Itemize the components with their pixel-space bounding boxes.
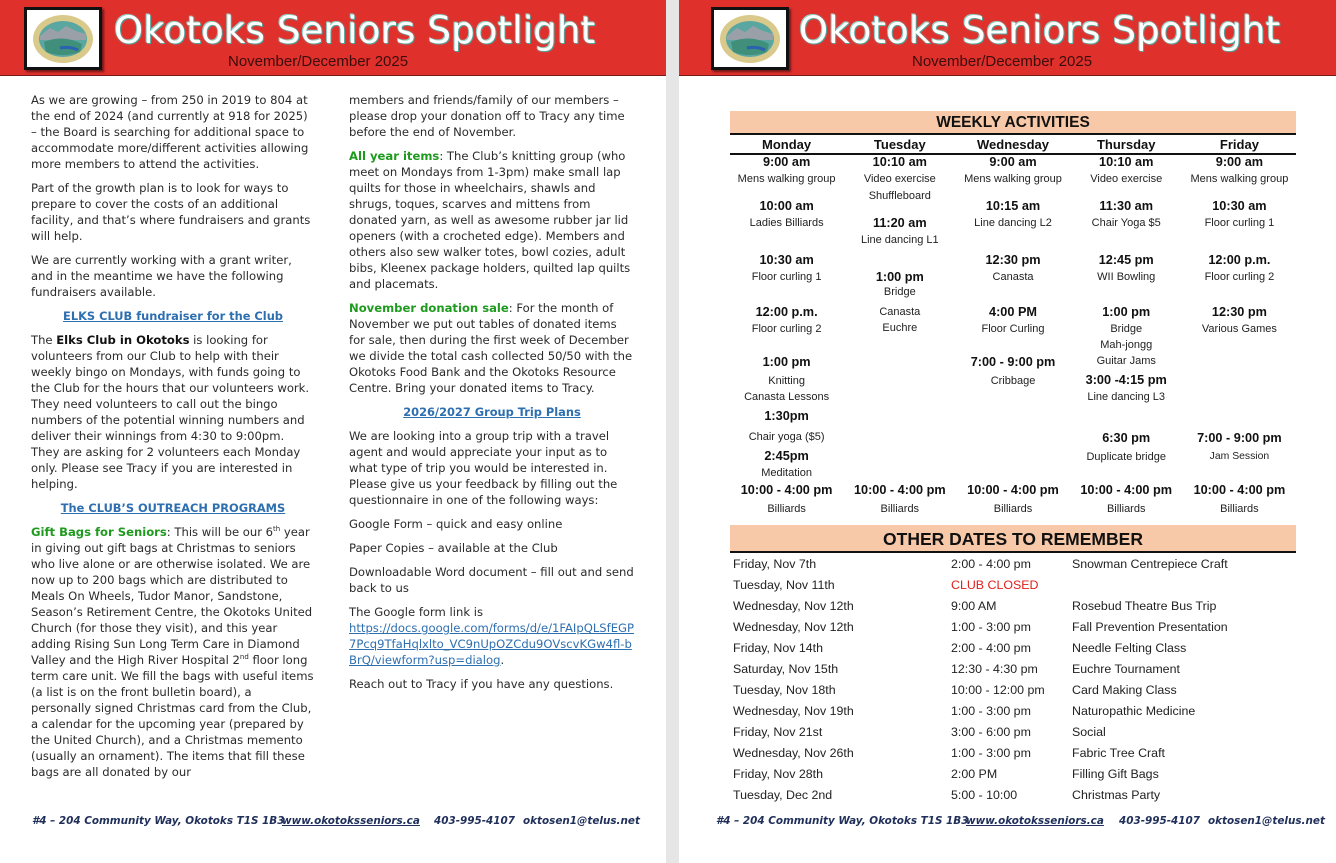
tuesday-column	[843, 155, 956, 525]
activity-time: 10:00 - 4:00 pm	[1080, 483, 1173, 497]
trip-paragraph: We are looking into a group trip with a travel agent and would appreciate your input as to what type of trip you would be interested in. Please give us your feedback by filling out the questionnaire in one of the following ways:	[349, 429, 618, 507]
gift-sup2: nd	[239, 653, 249, 662]
activity-time: 3:00 -4:15 pm	[1085, 373, 1167, 387]
elks-post: is looking for volunteers from our Club to help with their weekly bingo on Mondays, with funds going to the Club for the hours that our volunteers work. They need volunteers to call out the bingo numbers of the potential winning numbers and deliver their winnings from 4:30 to 9:00pm. They are asking for 2 volunteers each Monday only. Please see Tracy if you are interested in helping.	[31, 333, 310, 491]
date-row	[733, 557, 1296, 577]
activity-name: Floor curling 1	[751, 271, 822, 283]
event-date: Tuesday, Nov 11th	[733, 578, 835, 592]
club-logo	[711, 7, 789, 70]
issue-date: November/December 2025	[228, 53, 409, 70]
gift-bags-paragraph	[31, 524, 315, 780]
activity-name: Billiards	[767, 503, 806, 515]
activity-time: 7:00 - 9:00 pm	[1197, 431, 1282, 445]
monday-column	[730, 155, 843, 525]
activity-time: 1:30pm	[764, 409, 809, 423]
newsletter-page-1	[0, 0, 666, 863]
weekly-activities-heading: WEEKLY ACTIVITIES	[730, 111, 1296, 135]
event-name: Naturopathic Medicine	[1072, 704, 1196, 718]
gift-mid: year in giving out gift bags at Christmas to seniors who live alone or are otherwise isolated. We are now up to 200 bags which are distributed to Meals On Wheels, Tudor Manor, Sandstone, Season’s Retirement Centre, the Okotoks United Church (for those they visit), and this year adding Rising Sun Long Term Care in Diamond Valley and the High River Hospital 2	[31, 525, 313, 667]
event-date: Tuesday, Dec 2nd	[733, 788, 833, 802]
event-date: Friday, Nov 21st	[733, 725, 823, 739]
footer-phone: 403-995-4107	[1119, 815, 1200, 827]
activity-time: 1:00 pm	[762, 355, 811, 369]
form-end: .	[500, 653, 505, 667]
donation-sale-paragraph	[349, 300, 635, 396]
all-year-paragraph	[349, 148, 635, 292]
event-time: 9:00 AM	[951, 599, 997, 613]
activity-time: 10:00 - 4:00 pm	[1193, 483, 1286, 497]
event-time: 2:00 PM	[951, 767, 998, 781]
event-name: Fall Prevention Presentation	[1072, 620, 1228, 634]
way-paper-copies: Paper Copies – available at the Club	[349, 541, 558, 555]
event-name: Christmas Party	[1072, 788, 1161, 802]
activity-name: Line dancing L2	[974, 217, 1052, 229]
activity-name: Floor curling 1	[1204, 217, 1275, 229]
grant-writer-paragraph: We are currently working with a grant writer, and in the meantime we have the following fundraisers available.	[31, 253, 292, 299]
event-time: 1:00 - 3:00 pm	[951, 746, 1031, 760]
activity-name: Guitar Jams	[1096, 355, 1156, 367]
footer-website-link[interactable]: www.okotoksseniors.ca	[282, 815, 420, 827]
date-row	[733, 788, 1296, 808]
donation-sale-text: : For the month of November we put out tables of donated items for sale, then during the first week of December we divide the total cash collected 50/50 with the Okotoks Food Bank and the Okotoks Resource Centre. Bring your donated items to Tracy.	[349, 301, 633, 395]
newsletter-page-2	[679, 0, 1336, 863]
activity-name: Ladies Billiards	[749, 217, 824, 229]
day-header: Monday	[762, 137, 812, 152]
activity-time: 9:00 am	[762, 155, 811, 169]
event-time: 2:00 - 4:00 pm	[951, 557, 1031, 571]
activity-time: 11:30 am	[1099, 199, 1154, 213]
outreach-heading-link[interactable]: The CLUB’S OUTREACH PROGRAMS	[60, 501, 286, 515]
friday-column	[1183, 155, 1296, 525]
issue-date: November/December 2025	[912, 53, 1093, 70]
activity-time: 11:20 am	[872, 216, 927, 230]
gift-bags-label: Gift Bags for Seniors	[31, 525, 167, 539]
event-name: Euchre Tournament	[1072, 662, 1180, 676]
event-name: Social	[1072, 725, 1106, 739]
activity-name: Line dancing L3	[1087, 391, 1166, 403]
footer-website-link[interactable]: www.okotoksseniors.ca	[966, 815, 1104, 827]
activity-time: 10:00 am	[759, 199, 814, 213]
article-column-1	[31, 92, 315, 788]
club-logo-icon	[30, 12, 96, 66]
activity-name: Chair Yoga $5	[1091, 217, 1161, 229]
footer-address: #4 – 204 Community Way, Okotoks T1S 1B3	[716, 815, 969, 827]
date-row	[733, 746, 1296, 766]
activity-name: Meditation	[761, 467, 812, 479]
event-time: 3:00 - 6:00 pm	[951, 725, 1031, 739]
activity-time: 12:00 p.m.	[1208, 253, 1271, 267]
event-name: Needle Felting Class	[1072, 641, 1187, 655]
activity-name: Duplicate bridge	[1086, 451, 1166, 463]
event-name: Snowman Centrepiece Craft	[1072, 557, 1228, 571]
activity-time: 10:30 am	[759, 253, 814, 267]
google-form-link[interactable]: https://docs.google.com/forms/d/e/1FAIpQLSfEGP7Pcq9TfaHqlxlto_VC9nUpOZCdu9OVscvKGw4fl-bBrQ/viewform?usp=dialog	[349, 621, 635, 667]
activity-time: 10:10 am	[872, 155, 927, 169]
way-google-form: Google Form – quick and easy online	[349, 517, 563, 531]
date-row	[733, 704, 1296, 724]
activity-name: Mah-jongg	[1100, 339, 1153, 351]
activity-time: 4:00 PM	[989, 305, 1037, 319]
activity-name: Billiards	[1106, 503, 1146, 515]
event-time: 12:30 - 4:30 pm	[951, 662, 1038, 676]
event-date: Saturday, Nov 15th	[733, 662, 839, 676]
event-date: Wednesday, Nov 12th	[733, 599, 854, 613]
activity-name: Cribbage	[990, 375, 1036, 387]
activity-time: 12:30 pm	[1211, 305, 1267, 319]
other-dates-heading: OTHER DATES TO REMEMBER	[730, 525, 1296, 553]
footer-email[interactable]: oktosen1@telus.net	[1208, 815, 1325, 827]
thursday-column	[1070, 155, 1183, 525]
date-row	[733, 662, 1296, 682]
date-row	[733, 767, 1296, 787]
event-time: 2:00 - 4:00 pm	[951, 641, 1031, 655]
footer-email[interactable]: oktosen1@telus.net	[523, 815, 640, 827]
activity-name: Jam Session	[1209, 451, 1270, 462]
weekly-activities-grid	[730, 155, 1296, 525]
date-row	[733, 725, 1296, 745]
event-name: Rosebud Theatre Bus Trip	[1072, 599, 1217, 613]
activity-time: 10:15 am	[985, 199, 1041, 213]
activity-time: 2:45pm	[764, 449, 809, 463]
activity-time: 10:00 - 4:00 pm	[853, 483, 946, 497]
activity-name: WII Bowling	[1097, 271, 1156, 283]
date-row	[733, 578, 1296, 598]
event-time: 1:00 - 3:00 pm	[951, 704, 1031, 718]
activity-name: Euchre	[882, 322, 918, 334]
event-date: Wednesday, Nov 12th	[733, 620, 854, 634]
event-date: Tuesday, Nov 18th	[733, 683, 836, 697]
event-date: Friday, Nov 14th	[733, 641, 823, 655]
day-header: Thursday	[1096, 137, 1156, 152]
activity-name: Mens walking group	[964, 173, 1062, 185]
activity-time: 10:00 - 4:00 pm	[740, 483, 833, 497]
event-name: Fabric Tree Craft	[1072, 746, 1165, 760]
elks-paragraph	[31, 332, 315, 492]
day-header: Friday	[1219, 137, 1259, 152]
event-time: CLUB CLOSED	[951, 578, 1039, 592]
activity-name: Video exercise	[1090, 173, 1163, 185]
elks-pre: The	[31, 333, 57, 347]
other-dates-list	[730, 553, 1296, 803]
activity-time: 1:00 pm	[1102, 305, 1151, 319]
all-year-text: : The Club’s knitting group (who meet on Mondays from 1-3pm) make small lap quilts for those in wheelchairs, shawls and shrugs, toques, scarves and mittens from donated yarn, as well as awesome rubber jar lid openers (with a crocheted edge). Members and others also sew walker totes, bowl cozies, adult bibs, Kleenex package holders, quilted lap quilts and placemats.	[349, 149, 631, 291]
activity-name: Video exercise	[863, 173, 936, 185]
activity-name: Chair yoga ($5)	[748, 431, 825, 443]
newsletter-title: Okotoks Seniors Spotlight	[114, 9, 596, 52]
article-column-2	[349, 92, 635, 700]
growth-paragraph: As we are growing – from 250 in 2019 to 804 at the end of 2024 (and currently at 918 for 2025) – the Board is searching for additional space to accommodate more/different activities allowing more members to attend the activities.	[31, 93, 309, 171]
event-date: Friday, Nov 7th	[733, 557, 817, 571]
event-name: Card Making Class	[1072, 683, 1177, 697]
way-word-document: Downloadable Word document – fill out and send back to us	[349, 565, 634, 595]
activity-name: Mens walking group	[737, 173, 836, 185]
elks-club-name: Elks Club in Okotoks	[56, 333, 190, 347]
activity-time: 12:30 pm	[985, 253, 1041, 267]
activity-name: Bridge	[883, 286, 916, 298]
elks-heading-link[interactable]: ELKS CLUB fundraiser for the Club	[63, 309, 283, 323]
footer-phone: 403-995-4107	[434, 815, 515, 827]
activity-name: Canasta Lessons	[744, 391, 830, 403]
activity-name: Line dancing L1	[860, 234, 939, 246]
activity-name: Floor Curling	[981, 323, 1045, 335]
activity-time: 10:30 am	[1212, 199, 1267, 213]
form-link-paragraph	[349, 604, 635, 668]
activity-time: 7:00 - 9:00 pm	[970, 355, 1056, 369]
activity-time: 10:00 - 4:00 pm	[967, 483, 1059, 497]
day-header: Tuesday	[873, 137, 926, 152]
activity-name: Bridge	[1110, 323, 1143, 335]
event-time: 1:00 - 3:00 pm	[951, 620, 1031, 634]
growth-plan-paragraph: Part of the growth plan is to look for ways to prepare to cover the costs of an additional facility, and that’s where fundraisers and grants will help.	[31, 181, 311, 243]
wednesday-column	[956, 155, 1069, 525]
activity-time: 12:00 p.m.	[755, 305, 818, 319]
all-year-label: All year items	[349, 149, 440, 163]
header-banner	[0, 0, 666, 76]
closing-paragraph: Reach out to Tracy if you have any questions.	[349, 677, 614, 691]
activity-name: Billiards	[880, 503, 920, 515]
activity-time: 9:00 am	[1215, 155, 1264, 169]
gift-pre: : This will be our 6	[166, 525, 274, 539]
activity-name: Knitting	[768, 375, 805, 387]
activity-time: 9:00 am	[989, 155, 1037, 169]
date-row	[733, 683, 1296, 703]
donation-paragraph: members and friends/family of our members – please drop your donation off to Tracy any time before the end of November.	[349, 93, 625, 139]
date-row	[733, 599, 1296, 619]
day-header: Wednesday	[977, 137, 1050, 152]
activity-time: 1:00 pm	[875, 270, 924, 284]
activity-name: Mens walking group	[1190, 173, 1289, 185]
weekday-header-row	[730, 135, 1296, 155]
donation-sale-label: November donation sale	[349, 301, 509, 315]
event-date: Wednesday, Nov 19th	[733, 704, 854, 718]
date-row	[733, 620, 1296, 640]
activity-name: Billiards	[1220, 503, 1259, 515]
club-logo-icon	[717, 12, 783, 66]
club-logo	[24, 7, 102, 70]
event-time: 10:00 - 12:00 pm	[951, 683, 1045, 697]
newsletter-title: Okotoks Seniors Spotlight	[799, 9, 1281, 52]
activity-name: Shuffleboard	[868, 190, 931, 202]
date-row	[733, 641, 1296, 661]
activity-name: Floor curling 2	[751, 323, 822, 335]
trip-heading-link[interactable]: 2026/2027 Group Trip Plans	[403, 405, 581, 419]
activity-name: Various Games	[1201, 323, 1277, 335]
gift-sup: th	[273, 525, 281, 534]
gift-post: floor long term care unit. We fill the bags with useful items (a list is on the front bulletin board), a personally signed Christmas card from the Club, a calendar for the upcoming year (prepared by the United Church), and a Christmas memento (usually an ornament). The items that fill these bags are all donated by our	[31, 653, 314, 779]
form-intro: The Google form link is	[349, 605, 483, 619]
activity-time: 6:30 pm	[1102, 431, 1151, 445]
activity-name: Canasta	[879, 306, 921, 318]
event-date: Friday, Nov 28th	[733, 767, 823, 781]
activity-time: 10:10 am	[1099, 155, 1154, 169]
activity-name: Billiards	[993, 503, 1033, 515]
event-name: Filling Gift Bags	[1072, 767, 1159, 781]
footer-address: #4 – 204 Community Way, Okotoks T1S 1B3	[32, 815, 285, 827]
event-date: Wednesday, Nov 26th	[733, 746, 854, 760]
event-time: 5:00 - 10:00	[951, 788, 1018, 802]
activity-time: 12:45 pm	[1098, 253, 1154, 267]
activity-name: Floor curling 2	[1204, 271, 1275, 283]
activity-name: Canasta	[992, 271, 1034, 283]
schedule	[730, 111, 1296, 803]
header-banner	[679, 0, 1336, 76]
